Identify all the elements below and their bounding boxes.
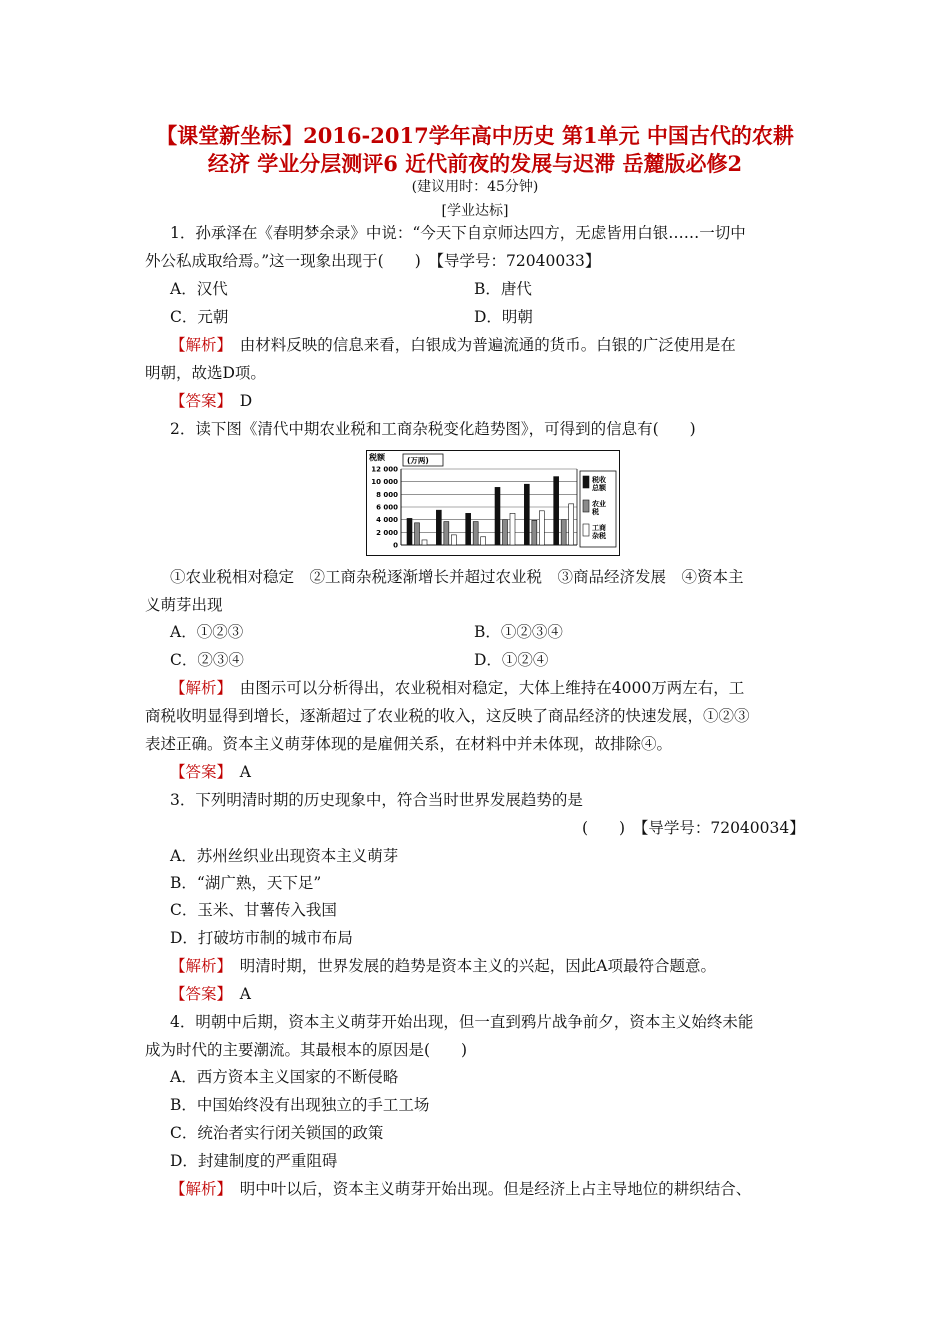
q1-answer-value: D — [239, 392, 253, 410]
q2-option-a: A．①②③ — [170, 623, 244, 641]
tax-trend-chart — [366, 450, 620, 556]
q2-option-c: C．②③④ — [170, 651, 244, 669]
legend-label-part: 工商 — [592, 524, 606, 532]
q3-answer-value: A — [239, 985, 251, 1003]
y-tick-label: 0 — [393, 541, 398, 550]
legend-label-part: 杂税 — [592, 532, 606, 540]
answer-tag: 【答案】 — [170, 392, 225, 410]
q3-option-d: D．打破坊市制的城市布局 — [170, 929, 353, 947]
bar-2-4 — [503, 520, 508, 545]
y-tick-label: 10 000 — [371, 478, 398, 487]
q4-stem-2: 成为时代的主要潮流。其最根本的原因是( ) — [145, 1041, 468, 1059]
q2-items-2: 义萌芽出现 — [145, 596, 223, 614]
q4-analysis — [170, 1179, 751, 1199]
y-tick-label: 6 000 — [376, 503, 398, 512]
bar-1-2 — [436, 510, 441, 545]
bar-2-3 — [473, 522, 478, 545]
q1-option-b: B．唐代 — [474, 280, 532, 298]
legend-label-part: 税收 — [592, 476, 606, 484]
legend-label-part: 农业 — [592, 500, 606, 508]
analysis-tag: 【解析】 — [170, 1180, 225, 1198]
doc-title-line2: 经济 学业分层测评6 近代前夜的发展与迟滞 岳麓版必修2 — [207, 151, 743, 176]
q3-option-b: B．“湖广熟，天下足” — [170, 874, 322, 892]
y-tick-label: 12 000 — [371, 465, 398, 474]
analysis-tag: 【解析】 — [170, 336, 225, 354]
legend-label-part: 税 — [592, 508, 599, 516]
q1-analysis-1 — [170, 335, 736, 355]
bar-1-4 — [495, 487, 500, 545]
q4-option-d: D．封建制度的严重阻碍 — [170, 1152, 338, 1170]
y-tick-label: 8 000 — [376, 490, 398, 499]
q1-answer — [170, 391, 252, 411]
q3-option-c: C．玉米、甘薯传入我国 — [170, 901, 337, 919]
q1-analysis-text: 由材料反映的信息来看，白银成为普遍流通的货币。白银的广泛使用是在 — [239, 336, 736, 354]
y-axis-label: 税额 — [369, 453, 385, 462]
legend-swatch-2 — [583, 500, 589, 512]
y-tick-label: 2 000 — [376, 528, 398, 537]
q3-answer — [170, 984, 251, 1004]
legend-swatch-1 — [583, 476, 589, 488]
legend-swatch-3 — [583, 524, 589, 536]
section-heading: [学业达标] — [441, 203, 509, 219]
q1-stem-2: 外公私成取给焉。”这一现象出现于( ) 【导学号：72040033】 — [145, 252, 601, 270]
q2-option-d: D．①②④ — [474, 651, 549, 669]
doc-title-line1: 【课堂新坐标】2016-2017学年高中历史 第1单元 中国古代的农耕 — [156, 123, 794, 148]
bar-3-5 — [539, 511, 544, 545]
q3-stem-ref: ( ) 【导学号：72040034】 — [582, 819, 805, 837]
q2-items-1: ①农业税相对稳定 ②工商杂税逐渐增长并超过农业税 ③商品经济发展 ④资本主 — [170, 568, 744, 586]
legend-label-1 — [591, 475, 607, 492]
q2-analysis-2: 商税收明显得到增长，逐渐超过了农业税的收入，这反映了商品经济的快速发展，①②③ — [145, 707, 750, 725]
q1-option-a: A．汉代 — [170, 280, 228, 298]
analysis-tag: 【解析】 — [170, 679, 225, 697]
answer-tag: 【答案】 — [170, 985, 225, 1003]
q2-analysis-1 — [170, 678, 744, 698]
q3-analysis — [170, 956, 716, 976]
q4-analysis-text: 明中叶以后，资本主义萌芽开始出现。但是经济上占主导地位的耕织结合、 — [239, 1180, 752, 1198]
q2-option-b: B．①②③④ — [474, 623, 563, 641]
q3-analysis-text: 明清时期，世界发展的趋势是资本主义的兴起，因此A项最符合题意。 — [239, 957, 716, 975]
q4-stem-1: 4．明朝中后期，资本主义萌芽开始出现，但一直到鸦片战争前夕，资本主义始终未能 — [170, 1013, 754, 1031]
bar-3-1 — [422, 540, 427, 545]
q2-answer — [170, 762, 251, 782]
legend-label-part: 总额 — [592, 484, 606, 492]
q2-answer-value: A — [239, 763, 251, 781]
answer-tag: 【答案】 — [170, 763, 225, 781]
tax-trend-chart-svg — [367, 451, 619, 555]
bar-1-6 — [554, 477, 559, 545]
time-hint: (建议用时：45分钟) — [411, 179, 539, 195]
q1-analysis-2: 明朝，故选D项。 — [145, 364, 266, 382]
q2-stem: 2．读下图《清代中期农业税和工商杂税变化趋势图》，可得到的信息有( ) — [170, 420, 696, 438]
bar-1-1 — [407, 518, 412, 545]
q4-option-b: B．中国始终没有出现独立的手工工场 — [170, 1096, 430, 1114]
bar-3-6 — [569, 504, 574, 545]
bar-3-3 — [481, 537, 486, 545]
q4-option-c: C．统治者实行闭关锁国的政策 — [170, 1124, 384, 1142]
q3-option-a: A．苏州丝织业出现资本主义萌芽 — [170, 847, 399, 865]
q1-stem-1: 1．孙承泽在《春明梦余录》中说：“今天下自京师达四方，无虑皆用白银……一切中 — [170, 224, 746, 242]
q4-option-a: A．西方资本主义国家的不断侵略 — [170, 1068, 399, 1086]
y-axis-unit: (万两) — [407, 456, 429, 465]
q2-analysis-3: 表述正确。资本主义萌芽体现的是雇佣关系，在材料中并未体现，故排除④。 — [145, 735, 673, 753]
bar-1-3 — [466, 513, 471, 545]
bar-2-2 — [444, 522, 449, 545]
bar-1-5 — [524, 484, 529, 545]
bar-2-5 — [532, 520, 537, 545]
bar-3-4 — [510, 513, 515, 545]
bar-2-6 — [561, 520, 566, 545]
q2-analysis-text: 由图示可以分析得出，农业税相对稳定，大体上维持在4000万两左右，工 — [239, 679, 745, 697]
bar-3-2 — [451, 535, 456, 545]
analysis-tag: 【解析】 — [170, 957, 225, 975]
q1-option-d: D．明朝 — [474, 308, 533, 326]
legend-label-3 — [592, 523, 606, 540]
q3-stem: 3．下列明清时期的历史现象中，符合当时世界发展趋势的是 — [170, 791, 583, 809]
y-tick-label: 4 000 — [376, 516, 398, 525]
q1-option-c: C．元朝 — [170, 308, 229, 326]
bar-2-1 — [415, 523, 420, 545]
